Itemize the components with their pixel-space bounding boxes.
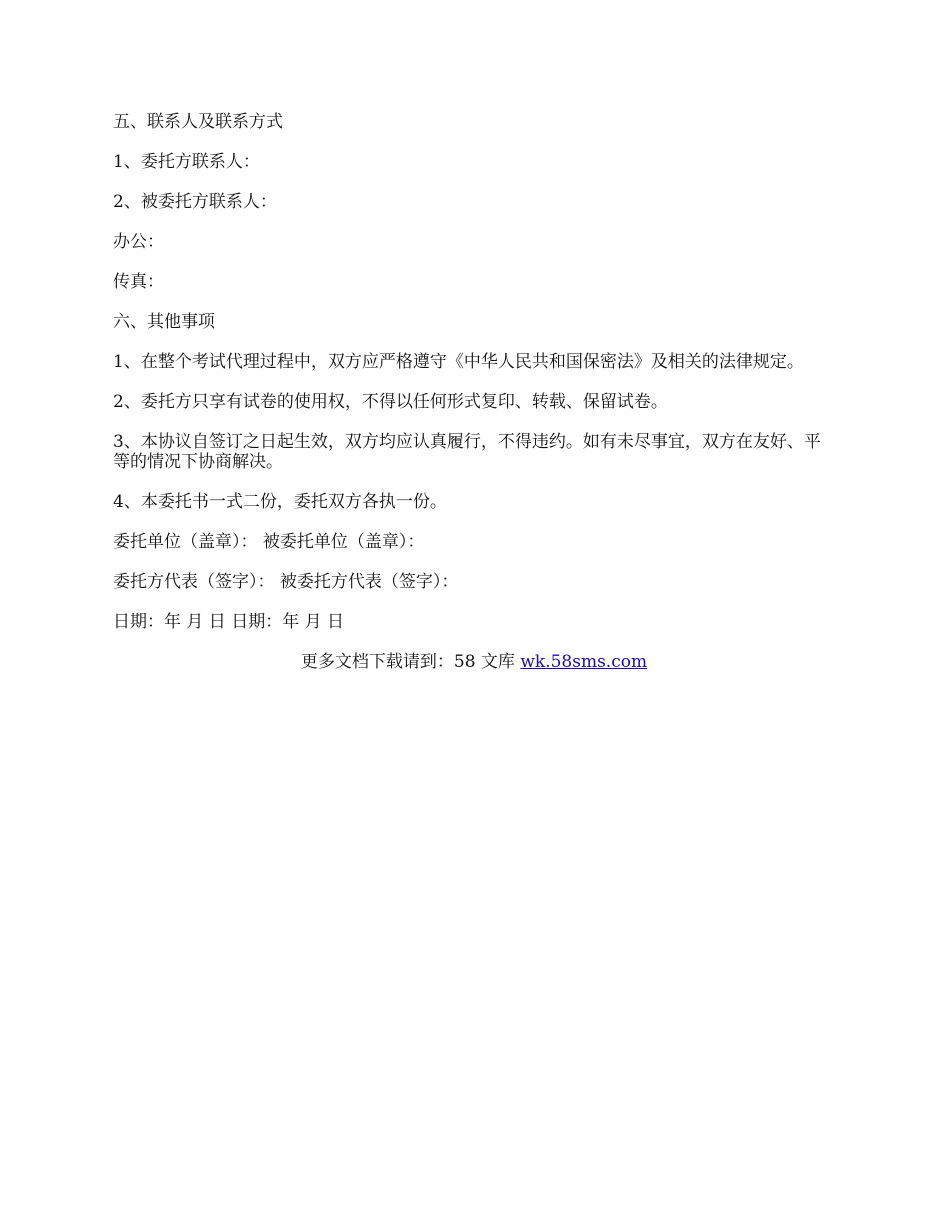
section-heading-contacts: 五、联系人及联系方式 xyxy=(113,112,283,132)
footer-text: 更多文档下载请到：58 文库 xyxy=(300,652,521,672)
agent-contact-line: 2、被委托方联系人： xyxy=(113,192,277,212)
seal-line: 委托单位（盖章）： 被委托单位（盖章）： xyxy=(113,532,425,552)
clause-2: 2、委托方只享有试卷的使用权，不得以任何形式复印、转载、保留试卷。 xyxy=(113,392,668,412)
signature-line: 委托方代表（签字）： 被委托方代表（签字）： xyxy=(113,572,459,592)
section-heading-other: 六、其他事项 xyxy=(113,312,215,332)
clause-3: 3、本协议自签订之日起生效，双方均应认真履行，不得违约。如有未尽事宜，双方在友好、平等的情况下协商解决。 xyxy=(113,432,821,472)
clause-1: 1、在整个考试代理过程中，双方应严格遵守《中华人民共和国保密法》及相关的法律规定。 xyxy=(113,352,804,372)
date-line: 日期：年 月 日 日期：年 月 日 xyxy=(113,612,345,632)
footer-link[interactable]: wk.58sms.com xyxy=(520,652,648,672)
clause-4: 4、本委托书一式二份，委托双方各执一份。 xyxy=(113,492,447,512)
document-page xyxy=(113,112,835,672)
download-footer xyxy=(113,652,835,672)
office-phone-line: 办公： xyxy=(113,232,164,252)
fax-line: 传真： xyxy=(113,272,164,292)
client-contact-line: 1、委托方联系人： xyxy=(113,152,260,172)
